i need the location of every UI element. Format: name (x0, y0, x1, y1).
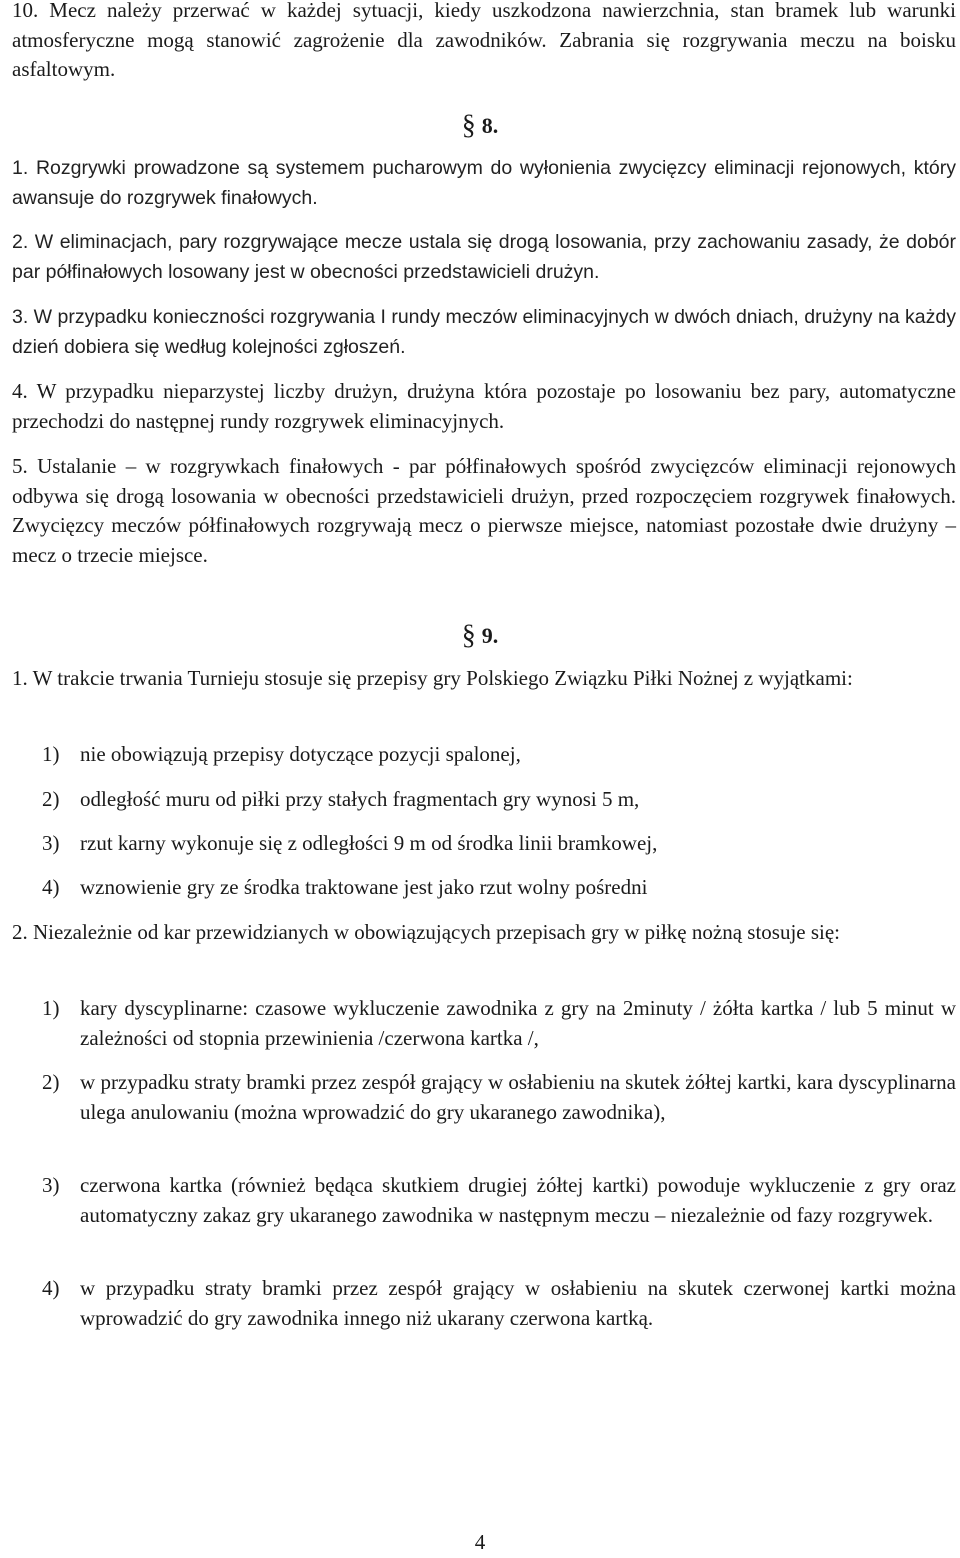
section-9-point-2-intro: 2. Niezależnie od kar przewidzianych w obowiązujących przepisach gry w piłkę nożną stosuje się: (12, 920, 841, 944)
section-8-point-3: 3. W przypadku konieczności rozgrywania I rundy meczów eliminacyjnych w dwóch dniach, drużyny na każdy dzień dobiera się według kolejności zgłoszeń. (12, 306, 956, 358)
section-symbol: § (461, 620, 476, 651)
section-8-point-4: 4. W przypadku nieparzystej liczby drużyn, drużyna która pozostaje po losowaniu bez pary, automatyczne przechodzi do następnej rundy rozgrywek eliminacyjnych. (12, 379, 956, 433)
section-number: 9. (481, 623, 499, 648)
list-item: 3) czerwona kartka (również będąca skutkiem drugiej żółtej kartki) powoduje wykluczenie z gry oraz automatyczny zakaz gry ukaranego zawodnika w następnym meczu – niezależnie od fazy rozgrywek. (42, 1173, 956, 1227)
page-number: 4 (474, 1530, 486, 1554)
paragraph-10: 10. Mecz należy przerwać w każdej sytuacji, kiedy uszkodzona nawierzchnia, stan bramek lub warunki atmosferyczne mogą stanowić zagrożenie dla zawodników. Zabrania się rozgrywania meczu na boisku asfaltowym. (12, 0, 956, 81)
section-number: 8. (481, 113, 499, 138)
list-item: 1) kary dyscyplinarne: czasowe wykluczenie zawodnika z gry na 2minuty / żółta kartka / lub 5 minut w zależności od stopnia przewinienia /czerwona kartka /, (42, 996, 956, 1050)
section-9-point-1-intro: 1. W trakcie trwania Turnieju stosuje się przepisy gry Polskiego Związku Piłki Nożnej z wyjątkami: (12, 666, 853, 690)
list-item: 4) wznowienie gry ze środka traktowane jest jako rzut wolny pośredni (42, 875, 648, 899)
section-8-heading (0, 110, 960, 141)
list-item: 4) w przypadku straty bramki przez zespół grający w osłabieniu na skutek czerwonej kartki można wprowadzić do gry zawodnika innego niż ukarany czerwona kartką. (42, 1276, 956, 1330)
section-9-heading (0, 620, 960, 651)
list-item: 1) nie obowiązują przepisy dotyczące pozycji spalonej, (42, 742, 521, 766)
list-item: 2) w przypadku straty bramki przez zespół grający w osłabieniu na skutek żółtej kartki, kara dyscyplinarna ulega anulowaniu (można wprowadzić do gry ukaranego zawodnika), (42, 1070, 956, 1124)
list-item: 2) odległość muru od piłki przy stałych fragmentach gry wynosi 5 m, (42, 787, 640, 811)
section-8-point-5: 5. Ustalanie – w rozgrywkach finałowych - par półfinałowych spośród zwycięzców eliminacji rejonowych odbywa się drogą losowania w obecności przedstawicieli drużyn, przed rozpoczęciem rozgrywek finałowych. Zwycięzcy meczów półfinałowych rozgrywają mecz o pierwsze miejsce, natomiast pozostałe dwie drużyny – mecz o trzecie miejsce. (12, 454, 956, 567)
section-symbol: § (461, 110, 476, 141)
section-8-point-2: 2. W eliminacjach, pary rozgrywające mecze ustala się drogą losowania, przy zachowaniu zasady, że dobór par półfinałowych losowany jest w obecności przedstawicieli drużyn. (12, 231, 956, 283)
section-8-point-1: 1. Rozgrywki prowadzone są systemem pucharowym do wyłonienia zwycięzcy eliminacji rejonowych, który awansuje do rozgrywek finałowych. (12, 157, 956, 209)
list-item: 3) rzut karny wykonuje się z odległości 9 m od środka linii bramkowej, (42, 831, 658, 855)
